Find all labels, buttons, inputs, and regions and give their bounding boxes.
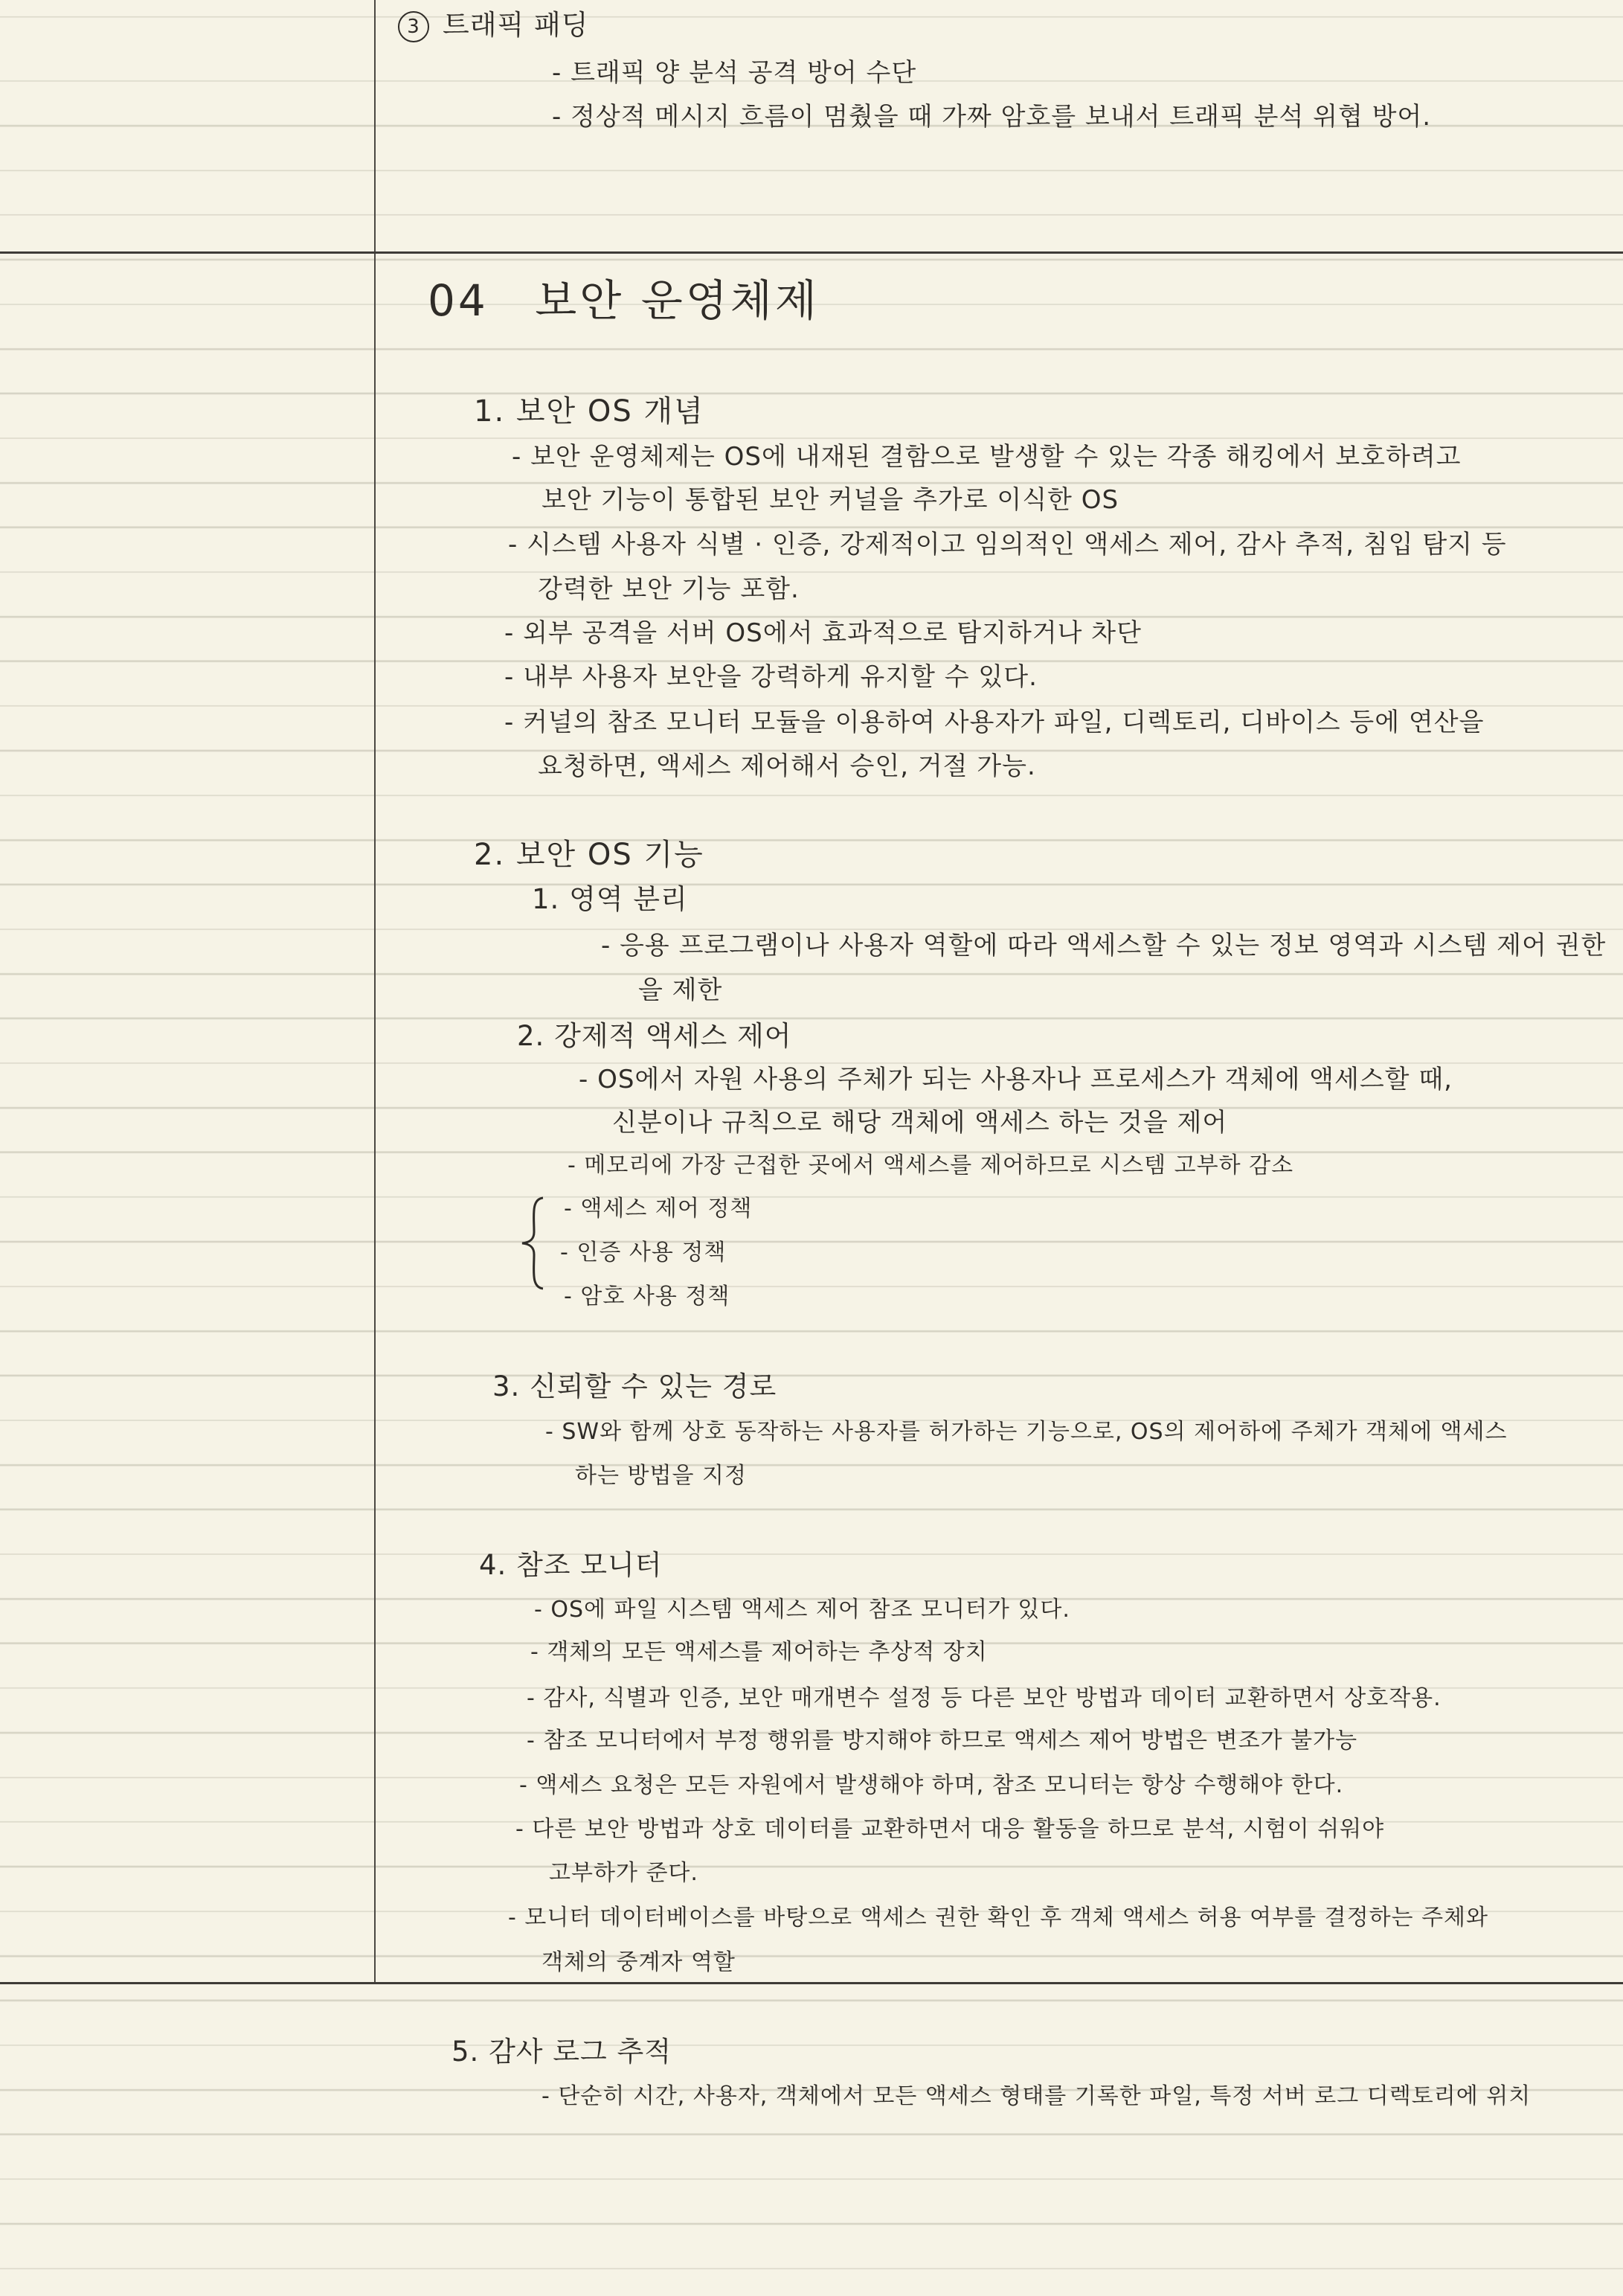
s2-sub4-line-7: 고부하가 준다. [549,1860,698,1886]
s2-sub5-title: 5. 감사 로그 추적 [451,2036,672,2068]
s2-sub4-title: 4. 참조 모니터 [479,1549,663,1581]
s2-sub4-line-5: - 액세스 요청은 모든 자원에서 발생해야 하며, 참조 모니터는 항상 수행해야 한다. [519,1772,1344,1798]
s2-sub4-line-9: 객체의 중계자 역할 [541,1949,736,1975]
s2-policy-3: - 암호 사용 정책 [564,1283,730,1309]
traffic-padding-line-2: - 정상적 메시지 흐름이 멈췄을 때 가짜 암호를 보내서 트래픽 분석 위협 방어. [552,102,1432,132]
section-divider-top [0,251,1623,254]
circled-number-marker: 3 [398,11,429,42]
s2-sub5-line-1: - 단순히 시간, 사용자, 객체에서 모든 액세스 형태를 기록한 파일, 특정 서버 로그 디렉토리에 위치 [541,2083,1532,2109]
s2-sub1-title: 1. 영역 분리 [532,883,688,915]
s2-sub4-line-4: - 참조 모니터에서 부정 행위를 방지해야 하므로 액세스 제어 방법은 변조가 불가능 [527,1728,1358,1754]
chapter-title: 보안 운영체제 [535,275,820,326]
traffic-padding-heading [398,9,588,42]
s2-sub4-line-1: - OS에 파일 시스템 액세스 제어 참조 모니터가 있다. [534,1597,1070,1623]
chapter-heading [428,277,820,324]
s2-policy-2: - 인증 사용 정책 [560,1240,727,1266]
s2-sub2-line-3: - 메모리에 가장 근접한 곳에서 액세스를 제어하므로 시스템 고부하 감소 [568,1152,1294,1179]
s1-line-8: 요청하면, 액세스 제어해서 승인, 거절 가능. [538,751,1036,781]
s2-sub3-line-2: 하는 방법을 지정 [575,1463,747,1489]
section-2-title: 2. 보안 OS 기능 [474,838,704,872]
s2-sub1-line-1: - 응용 프로그램이나 사용자 역할에 따라 액세스할 수 있는 정보 영역과 시스템 제어 권한 [601,931,1607,961]
s1-line-5: - 외부 공격을 서버 OS에서 효과적으로 탐지하거나 차단 [504,618,1142,648]
s2-sub2-line-2: 신분이나 규칙으로 해당 객체에 액세스 하는 것을 제어 [612,1108,1228,1138]
s2-sub2-title: 2. 강제적 액세스 제어 [517,1020,792,1052]
s2-sub3-title: 3. 신뢰할 수 있는 경로 [492,1370,777,1402]
s1-line-6: - 내부 사용자 보안을 강력하게 유지할 수 있다. [504,662,1038,692]
s1-line-4: 강력한 보안 기능 포함. [538,574,800,604]
s2-sub4-line-3: - 감사, 식별과 인증, 보안 매개변수 설정 등 다른 보안 방법과 데이터 교환하면서 상호작용. [527,1685,1442,1711]
chapter-number: 04 [428,275,489,326]
s1-line-2: 보안 기능이 통합된 보안 커널을 추가로 이식한 OS [541,485,1119,515]
s2-sub4-line-2: - 객체의 모든 액세스를 제어하는 추상적 장치 [530,1639,988,1665]
section-1-title: 1. 보안 OS 개념 [474,394,704,429]
traffic-padding-title: 트래픽 패딩 [443,9,589,41]
s1-line-7: - 커널의 참조 모니터 모듈을 이용하여 사용자가 파일, 디렉토리, 디바이스 등에 연산을 [504,708,1485,737]
curly-brace-icon [518,1195,547,1292]
section-divider-bottom [0,1982,1623,1984]
margin-line [374,0,376,1983]
s2-sub4-line-6: - 다른 보안 방법과 상호 데이터를 교환하면서 대응 활동을 하므로 분석, 시험이 쉬워야 [515,1816,1385,1842]
s2-policy-1: - 액세스 제어 정책 [564,1196,753,1222]
s2-sub1-line-2: 을 제한 [638,975,723,1005]
s2-sub3-line-1: - SW와 함께 상호 동작하는 사용자를 허가하는 기능으로, OS의 제어하에 주체가 객체에 액세스 [545,1419,1508,1445]
s2-sub4-line-8: - 모니터 데이터베이스를 바탕으로 액세스 권한 확인 후 객체 액세스 허용 여부를 결정하는 주체와 [508,1905,1489,1931]
s1-line-1: - 보안 운영체제는 OS에 내재된 결함으로 발생할 수 있는 각종 해킹에서 보호하려고 [512,442,1462,472]
traffic-padding-line-1: - 트래픽 양 분석 공격 방어 수단 [552,58,917,88]
s2-sub2-line-1: - OS에서 자원 사용의 주체가 되는 사용자나 프로세스가 객체에 액세스할 때, [579,1065,1453,1094]
s1-line-3: - 시스템 사용자 식별 · 인증, 강제적이고 임의적인 액세스 제어, 감사 추적, 침입 탐지 등 [508,530,1507,559]
